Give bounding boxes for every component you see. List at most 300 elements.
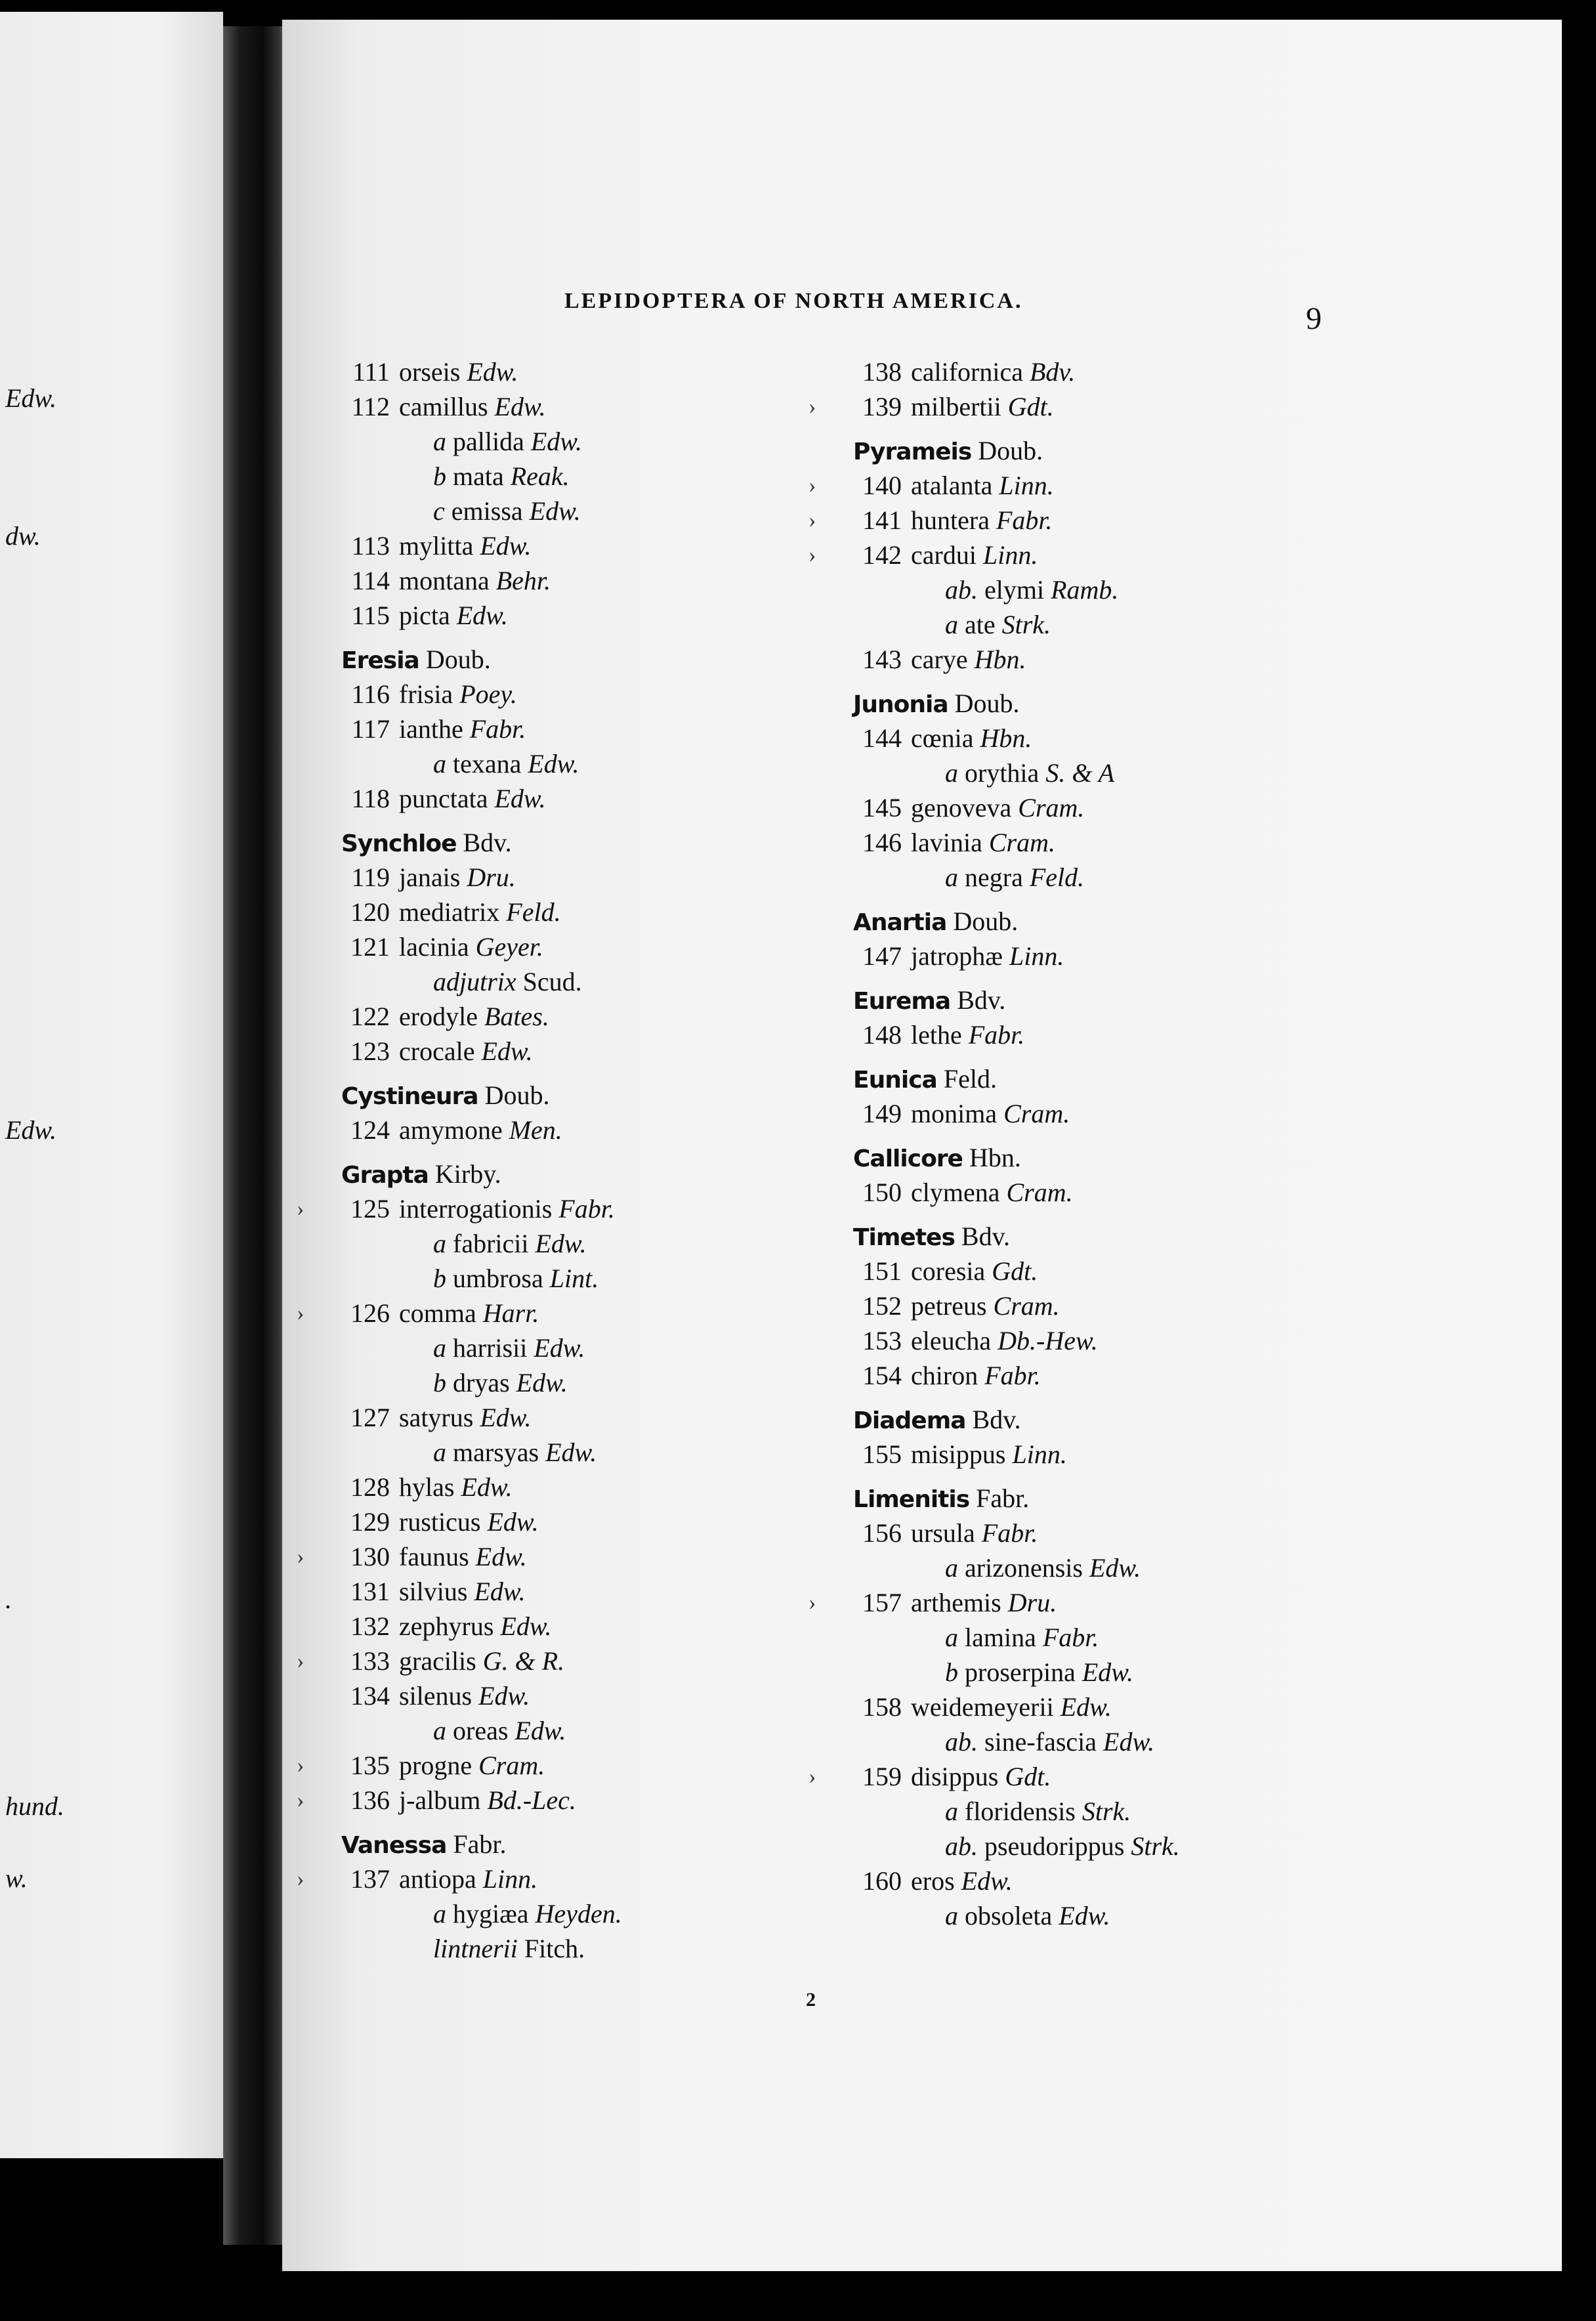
species-number: 124 bbox=[350, 1115, 390, 1145]
variety-name: texana bbox=[453, 749, 522, 778]
species-name: eleucha bbox=[911, 1326, 992, 1355]
species-name: silvius bbox=[399, 1577, 468, 1606]
variety-prefix: a bbox=[945, 1623, 958, 1652]
species-author: Fabr. bbox=[984, 1361, 1041, 1390]
variety-entry bbox=[341, 1896, 622, 1931]
species-author: Fabr. bbox=[469, 714, 526, 744]
species-entry bbox=[341, 999, 622, 1034]
genus-name: Eresia bbox=[341, 647, 419, 674]
species-number: 156 bbox=[862, 1518, 902, 1548]
variety-entry bbox=[341, 1226, 622, 1261]
species-entry bbox=[297, 1748, 622, 1783]
genus-author: Fabr. bbox=[453, 1829, 507, 1859]
species-author: Fabr. bbox=[996, 505, 1053, 535]
species-name: rusticus bbox=[399, 1507, 481, 1537]
genus-author: Kirby. bbox=[434, 1159, 501, 1189]
species-number: 119 bbox=[351, 862, 390, 892]
species-number: 158 bbox=[862, 1692, 902, 1722]
species-author: Harr. bbox=[482, 1298, 539, 1328]
genus-name: Pyrameis bbox=[853, 438, 972, 465]
species-name: milbertii bbox=[911, 392, 1001, 421]
species-author: Cram. bbox=[478, 1751, 545, 1780]
variety-entry bbox=[341, 1365, 622, 1400]
species-entry bbox=[341, 528, 622, 563]
species-name: frisia bbox=[399, 679, 453, 709]
species-number: 143 bbox=[862, 645, 902, 674]
species-author: Bdv. bbox=[1030, 357, 1076, 387]
variety-prefix: a bbox=[945, 1901, 958, 1930]
species-name: zephyrus bbox=[399, 1611, 494, 1641]
variety-prefix: ab. bbox=[945, 1831, 978, 1861]
genus-heading bbox=[853, 1140, 1180, 1175]
variety-name: dryas bbox=[453, 1368, 510, 1397]
species-number: 123 bbox=[350, 1036, 390, 1066]
left-fragment-text: Edw. bbox=[5, 1115, 57, 1145]
running-header: LEPIDOPTERA OF NORTH AMERICA. bbox=[564, 289, 1023, 313]
species-name: hylas bbox=[399, 1472, 455, 1502]
species-number: 151 bbox=[862, 1256, 902, 1286]
species-author: Gdt. bbox=[992, 1256, 1038, 1286]
variety-prefix: a bbox=[433, 1437, 446, 1467]
genus-heading bbox=[341, 1157, 622, 1191]
species-author: Gdt. bbox=[1007, 392, 1054, 421]
species-number: 111 bbox=[352, 357, 390, 387]
species-name: monima bbox=[911, 1099, 998, 1128]
variety-author: Edw. bbox=[530, 427, 583, 456]
variety-prefix: c bbox=[433, 496, 445, 526]
variety-prefix: b bbox=[433, 1264, 446, 1293]
variety-prefix: a bbox=[433, 1229, 446, 1258]
check-mark: › bbox=[808, 508, 816, 532]
variety-name: proserpina bbox=[965, 1657, 1076, 1687]
variety-entry bbox=[853, 1898, 1180, 1933]
variety-name: emissa bbox=[451, 496, 523, 526]
species-name: ursula bbox=[911, 1518, 975, 1548]
species-number: 112 bbox=[351, 392, 390, 421]
species-name: montana bbox=[399, 566, 490, 595]
genus-heading bbox=[853, 1219, 1180, 1254]
genus-author: Doub. bbox=[953, 906, 1018, 936]
species-name: carye bbox=[911, 645, 968, 674]
species-author: Edw. bbox=[467, 357, 518, 387]
variety-entry bbox=[853, 860, 1180, 895]
species-number: 154 bbox=[862, 1361, 902, 1390]
species-number: 146 bbox=[862, 828, 902, 857]
species-number: 126 bbox=[350, 1298, 390, 1328]
species-entry bbox=[297, 1539, 622, 1574]
species-number: 144 bbox=[862, 723, 902, 753]
species-author: Edw. bbox=[494, 784, 546, 813]
species-author: Behr. bbox=[495, 566, 551, 595]
variety-name: negra bbox=[965, 862, 1023, 892]
species-author: Edw. bbox=[961, 1866, 1013, 1896]
species-number: 117 bbox=[351, 714, 390, 744]
check-mark: › bbox=[297, 1649, 304, 1673]
check-mark: › bbox=[808, 1764, 816, 1789]
species-name: progne bbox=[399, 1751, 472, 1780]
species-name: weidemeyerii bbox=[911, 1692, 1054, 1722]
species-author: Edw. bbox=[480, 1403, 532, 1432]
genus-author: Feld. bbox=[943, 1064, 997, 1094]
genus-author: Doub. bbox=[425, 645, 491, 674]
species-number: 128 bbox=[350, 1472, 390, 1502]
species-number: 113 bbox=[351, 531, 390, 561]
species-name: jatrophæ bbox=[911, 941, 1003, 971]
species-author: Poey. bbox=[459, 679, 517, 709]
variety-author: Edw. bbox=[535, 1229, 587, 1258]
species-author: Gdt. bbox=[1005, 1762, 1051, 1791]
genus-heading bbox=[853, 433, 1180, 468]
left-column-list bbox=[297, 354, 622, 1966]
species-number: 160 bbox=[862, 1866, 902, 1896]
variety-prefix: a bbox=[945, 1553, 958, 1583]
variety-name: umbrosa bbox=[453, 1264, 543, 1293]
species-author: Edw. bbox=[481, 1036, 533, 1066]
species-number: 118 bbox=[351, 784, 390, 813]
species-name: californica bbox=[911, 357, 1023, 387]
species-number: 139 bbox=[862, 392, 902, 421]
species-number: 114 bbox=[351, 566, 390, 595]
variety-entry bbox=[341, 494, 622, 528]
variety-author: Edw. bbox=[1089, 1553, 1141, 1583]
species-entry bbox=[808, 503, 1180, 538]
variety-entry bbox=[341, 1435, 622, 1470]
species-author: Dru. bbox=[1007, 1588, 1057, 1617]
species-author: Edw. bbox=[480, 531, 532, 561]
species-author: Feld. bbox=[506, 897, 561, 927]
species-number: 148 bbox=[862, 1020, 902, 1050]
variety-name: elymi bbox=[984, 575, 1045, 605]
species-name: cœnia bbox=[911, 723, 974, 753]
species-entry bbox=[341, 1574, 622, 1609]
species-entry bbox=[853, 721, 1180, 756]
species-entry bbox=[853, 354, 1180, 389]
species-number: 141 bbox=[862, 505, 902, 535]
species-entry bbox=[853, 1096, 1180, 1131]
species-author: Cram. bbox=[1003, 1099, 1070, 1128]
species-name: petreus bbox=[911, 1291, 987, 1321]
species-number: 131 bbox=[350, 1577, 390, 1606]
left-fragment-text: dw. bbox=[5, 521, 41, 551]
species-name: genoveva bbox=[911, 793, 1012, 822]
species-entry bbox=[297, 1191, 622, 1226]
species-number: 157 bbox=[862, 1588, 902, 1617]
species-name: punctata bbox=[399, 784, 488, 813]
species-entry bbox=[808, 538, 1180, 572]
species-number: 134 bbox=[350, 1681, 390, 1711]
genus-heading bbox=[853, 1402, 1180, 1437]
left-page-fragment bbox=[0, 12, 223, 2158]
variety-name: obsoleta bbox=[965, 1901, 1053, 1930]
species-number: 136 bbox=[350, 1785, 390, 1815]
species-entry bbox=[853, 939, 1180, 973]
genus-heading bbox=[853, 983, 1180, 1017]
species-name: silenus bbox=[399, 1681, 472, 1711]
species-author: Cram. bbox=[1018, 793, 1085, 822]
species-author: Hbn. bbox=[980, 723, 1032, 753]
signature-mark: 2 bbox=[806, 1989, 816, 2011]
species-name: atalanta bbox=[911, 471, 993, 500]
species-entry bbox=[341, 1034, 622, 1069]
synonym-entry bbox=[341, 964, 622, 999]
species-name: gracilis bbox=[399, 1646, 476, 1676]
variety-entry bbox=[853, 1655, 1180, 1690]
species-name: lacinia bbox=[399, 932, 469, 962]
variety-entry bbox=[853, 1794, 1180, 1829]
synonym-entry bbox=[341, 1931, 622, 1966]
species-entry bbox=[853, 1254, 1180, 1288]
variety-author: Fabr. bbox=[1042, 1623, 1099, 1652]
species-entry bbox=[341, 1113, 622, 1147]
species-author: G. & R. bbox=[482, 1646, 565, 1676]
species-number: 150 bbox=[862, 1178, 902, 1207]
species-name: arthemis bbox=[911, 1588, 1001, 1617]
species-entry bbox=[808, 1759, 1180, 1794]
variety-entry bbox=[853, 1550, 1180, 1585]
variety-author: S. & A bbox=[1045, 758, 1115, 788]
species-author: Fabr. bbox=[558, 1194, 615, 1224]
species-name: comma bbox=[399, 1298, 476, 1328]
book-spine bbox=[223, 26, 289, 2245]
variety-author: Edw. bbox=[516, 1368, 568, 1397]
variety-author: Ramb. bbox=[1051, 575, 1119, 605]
variety-prefix: ab. bbox=[945, 1727, 978, 1757]
species-author: Edw. bbox=[1060, 1692, 1112, 1722]
species-entry bbox=[341, 563, 622, 598]
variety-name: oreas bbox=[453, 1716, 509, 1745]
variety-name: lamina bbox=[965, 1623, 1036, 1652]
species-author: Men. bbox=[509, 1115, 562, 1145]
species-entry bbox=[341, 1504, 622, 1539]
variety-name: orythia bbox=[965, 758, 1040, 788]
variety-author: Edw. bbox=[1082, 1657, 1133, 1687]
variety-author: Feld. bbox=[1029, 862, 1085, 892]
species-author: Bates. bbox=[484, 1002, 549, 1031]
species-entry bbox=[853, 1017, 1180, 1052]
genus-author: Hbn. bbox=[969, 1143, 1021, 1172]
species-author: Linn. bbox=[999, 471, 1054, 500]
species-entry bbox=[341, 1400, 622, 1435]
left-fragment-text: Edw. bbox=[5, 383, 57, 413]
genus-name: Callicore bbox=[853, 1145, 963, 1172]
species-number: 125 bbox=[350, 1194, 390, 1224]
species-author: Hbn. bbox=[974, 645, 1026, 674]
species-number: 115 bbox=[351, 601, 390, 630]
species-name: interrogationis bbox=[399, 1194, 553, 1224]
species-name: ianthe bbox=[399, 714, 463, 744]
variety-entry bbox=[853, 756, 1180, 790]
variety-name: sine-fascia bbox=[984, 1727, 1097, 1757]
species-number: 142 bbox=[862, 540, 902, 570]
variety-prefix: a bbox=[433, 1333, 446, 1363]
variety-name: marsyas bbox=[453, 1437, 539, 1467]
variety-author: Heyden. bbox=[535, 1899, 622, 1928]
species-name: lethe bbox=[911, 1020, 962, 1050]
right-column-list bbox=[808, 354, 1180, 1933]
species-number: 149 bbox=[862, 1099, 902, 1128]
species-name: janais bbox=[399, 862, 461, 892]
genus-author: Bdv. bbox=[961, 1222, 1010, 1251]
species-name: amymone bbox=[399, 1115, 503, 1145]
check-mark: › bbox=[808, 394, 816, 419]
variety-prefix: a bbox=[945, 1797, 958, 1826]
species-author: Fabr. bbox=[968, 1020, 1025, 1050]
species-number: 122 bbox=[350, 1002, 390, 1031]
genus-author: Bdv. bbox=[463, 828, 512, 857]
species-author: Linn. bbox=[1012, 1439, 1067, 1469]
check-mark: › bbox=[808, 1590, 816, 1615]
check-mark: › bbox=[808, 473, 816, 498]
species-author: Dru. bbox=[467, 862, 516, 892]
species-author: Cram. bbox=[988, 828, 1055, 857]
species-author: Db.-Hew. bbox=[998, 1326, 1098, 1355]
genus-author: Doub. bbox=[978, 436, 1043, 465]
variety-entry bbox=[853, 607, 1180, 642]
species-author: Edw. bbox=[500, 1611, 552, 1641]
variety-prefix: b bbox=[433, 1368, 446, 1397]
species-entry bbox=[341, 781, 622, 816]
variety-entry bbox=[341, 1713, 622, 1748]
variety-name: fabricii bbox=[453, 1229, 529, 1258]
genus-heading bbox=[853, 1061, 1180, 1096]
species-entry bbox=[341, 1609, 622, 1644]
species-entry bbox=[853, 790, 1180, 825]
species-name: picta bbox=[399, 601, 450, 630]
variety-name: pseudorippus bbox=[984, 1831, 1125, 1861]
species-number: 133 bbox=[350, 1646, 390, 1676]
variety-name: ate bbox=[965, 610, 996, 639]
species-entry bbox=[341, 354, 622, 389]
species-entry bbox=[341, 598, 622, 633]
species-name: mediatrix bbox=[399, 897, 500, 927]
check-mark: › bbox=[297, 1753, 304, 1778]
variety-entry bbox=[853, 572, 1180, 607]
species-entry bbox=[341, 1470, 622, 1504]
genus-name: Grapta bbox=[341, 1162, 429, 1189]
species-number: 140 bbox=[862, 471, 902, 500]
species-author: Cram. bbox=[993, 1291, 1060, 1321]
variety-entry bbox=[341, 1331, 622, 1365]
species-author: Edw. bbox=[461, 1472, 513, 1502]
species-name: lavinia bbox=[911, 828, 982, 857]
variety-prefix: b bbox=[433, 461, 446, 491]
species-author: Geyer. bbox=[475, 932, 543, 962]
variety-prefix: a bbox=[433, 749, 446, 778]
variety-entry bbox=[341, 746, 622, 781]
variety-prefix: a bbox=[433, 1716, 446, 1745]
genus-name: Diadema bbox=[853, 1407, 966, 1434]
species-number: 137 bbox=[350, 1864, 390, 1894]
variety-entry bbox=[853, 1829, 1180, 1863]
genus-name: Timetes bbox=[853, 1224, 955, 1251]
species-author: Edw. bbox=[494, 392, 546, 421]
species-number: 145 bbox=[862, 793, 902, 822]
species-entry bbox=[341, 860, 622, 895]
species-number: 155 bbox=[862, 1439, 902, 1469]
synonym-author: Fitch. bbox=[524, 1934, 585, 1963]
variety-prefix: a bbox=[945, 862, 958, 892]
species-entry bbox=[853, 1516, 1180, 1550]
species-entry bbox=[341, 712, 622, 746]
variety-author: Strk. bbox=[1131, 1831, 1180, 1861]
variety-prefix: a bbox=[945, 610, 958, 639]
species-number: 153 bbox=[862, 1326, 902, 1355]
species-number: 152 bbox=[862, 1291, 902, 1321]
species-number: 127 bbox=[350, 1403, 390, 1432]
species-name: huntera bbox=[911, 505, 990, 535]
species-number: 130 bbox=[350, 1542, 390, 1571]
synonym-author: Scud. bbox=[522, 967, 582, 996]
synonym-name: adjutrix bbox=[433, 967, 516, 996]
species-name: disippus bbox=[911, 1762, 999, 1791]
genus-heading bbox=[341, 642, 622, 677]
species-name: antiopa bbox=[399, 1864, 476, 1894]
variety-prefix: a bbox=[433, 1899, 446, 1928]
genus-name: Vanessa bbox=[341, 1832, 447, 1859]
species-name: orseis bbox=[399, 357, 461, 387]
variety-name: mata bbox=[453, 461, 504, 491]
species-author: Fabr. bbox=[981, 1518, 1038, 1548]
check-mark: › bbox=[297, 1788, 304, 1812]
species-entry bbox=[297, 1644, 622, 1678]
species-entry bbox=[297, 1862, 622, 1896]
check-mark: › bbox=[808, 543, 816, 567]
synonym-name: lintnerii bbox=[433, 1934, 518, 1963]
genus-author: Doub. bbox=[484, 1080, 550, 1110]
species-entry bbox=[853, 825, 1180, 860]
left-fragment-text: . bbox=[5, 1585, 12, 1614]
genus-name: Synchloe bbox=[341, 830, 457, 857]
variety-entry bbox=[341, 1261, 622, 1296]
genus-author: Fabr. bbox=[976, 1483, 1030, 1513]
genus-name: Cystineura bbox=[341, 1083, 478, 1110]
species-author: Edw. bbox=[474, 1577, 526, 1606]
species-author: Edw. bbox=[475, 1542, 527, 1571]
variety-name: arizonensis bbox=[965, 1553, 1083, 1583]
genus-heading bbox=[853, 1481, 1180, 1516]
variety-prefix: ab. bbox=[945, 575, 978, 605]
genus-name: Limenitis bbox=[853, 1486, 970, 1513]
variety-name: hygiæa bbox=[453, 1899, 529, 1928]
species-number: 138 bbox=[862, 357, 902, 387]
variety-author: Edw. bbox=[529, 496, 581, 526]
variety-author: Lint. bbox=[549, 1264, 599, 1293]
variety-prefix: a bbox=[433, 427, 446, 456]
species-entry bbox=[853, 642, 1180, 677]
genus-author: Doub. bbox=[954, 689, 1020, 718]
species-entry bbox=[853, 1690, 1180, 1724]
species-name: coresia bbox=[911, 1256, 986, 1286]
species-name: camillus bbox=[399, 392, 488, 421]
species-number: 135 bbox=[350, 1751, 390, 1780]
check-mark: › bbox=[297, 1867, 304, 1891]
left-fragment-text: hund. bbox=[5, 1791, 64, 1821]
check-mark: › bbox=[297, 1544, 304, 1569]
species-entry bbox=[853, 1175, 1180, 1210]
genus-author: Bdv. bbox=[957, 985, 1006, 1015]
species-entry bbox=[853, 1358, 1180, 1393]
genus-heading bbox=[341, 1827, 622, 1862]
variety-author: Reak. bbox=[510, 461, 570, 491]
species-author: Edw. bbox=[478, 1681, 530, 1711]
species-author: Edw. bbox=[487, 1507, 539, 1537]
genus-heading bbox=[341, 1078, 622, 1113]
check-mark: › bbox=[297, 1197, 304, 1221]
species-number: 132 bbox=[350, 1611, 390, 1641]
genus-name: Eunica bbox=[853, 1067, 937, 1094]
species-number: 147 bbox=[862, 941, 902, 971]
species-author: Linn. bbox=[982, 540, 1038, 570]
